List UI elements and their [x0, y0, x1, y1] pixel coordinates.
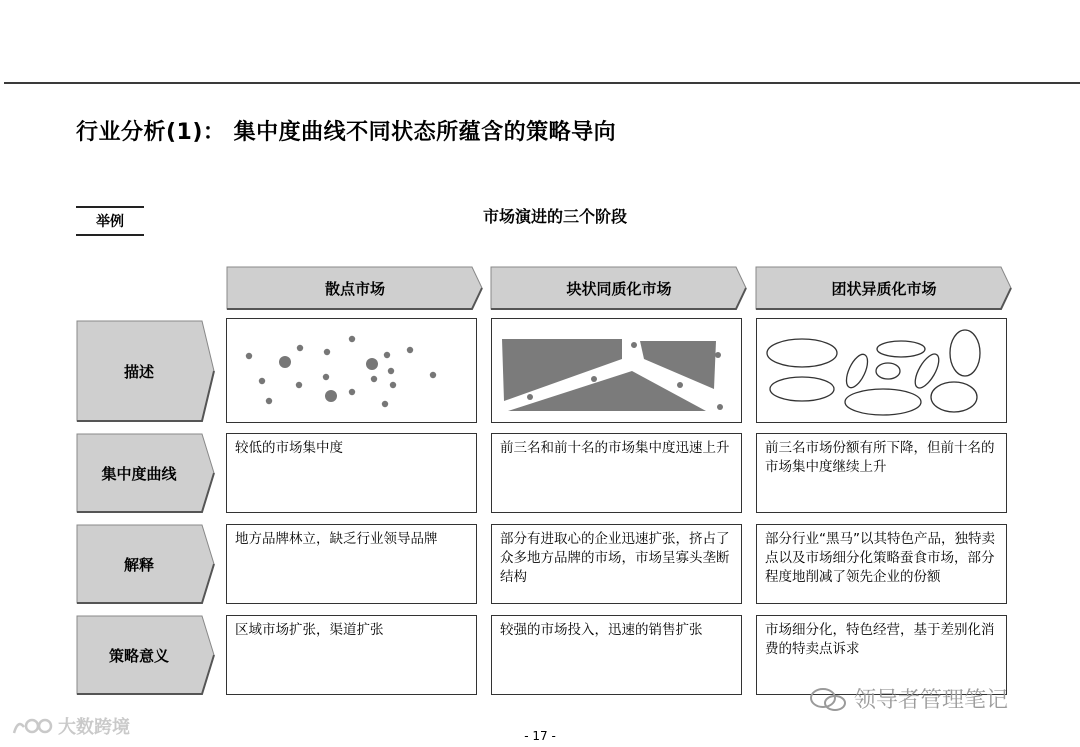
ovals-illustration [757, 319, 1005, 421]
watermark-right [808, 683, 1008, 714]
page-title: 行业分析(1)： 集中度曲线不同状态所蕴含的策略导向 [76, 120, 617, 145]
row-header-strategy [76, 615, 216, 695]
row-header-label: 集中度曲线 [101, 464, 177, 483]
cell-explain-blocky: 部分有进取心的企业迅速扩张，挤占了众多地方品牌的市场，市场呈寡头垄断结构 [491, 524, 742, 604]
blocky-market-diagram [491, 318, 742, 423]
column-header-label: 散点市场 [324, 279, 385, 298]
brand-logo-icon [10, 715, 54, 737]
row-header-explanation [76, 524, 216, 604]
column-header-clustered [755, 266, 1013, 310]
clustered-market-diagram [756, 318, 1007, 423]
row-header-label: 描述 [123, 362, 154, 381]
section-subtitle: 市场演进的三个阶段 [482, 207, 627, 226]
row-header-label: 解释 [123, 555, 154, 574]
cell-strategy-scattered: 区域市场扩张，渠道扩张 [226, 615, 477, 695]
cell-strategy-blocky: 较强的市场投入，迅速的销售扩张 [491, 615, 742, 695]
cell-curve-scattered: 较低的市场集中度 [226, 433, 477, 513]
scattered-market-diagram [226, 318, 477, 423]
page-number: - 17 - [524, 729, 556, 743]
row-header-label: 策略意义 [108, 646, 169, 665]
cell-curve-blocky: 前三名和前十名的市场集中度迅速上升 [491, 433, 742, 513]
watermark-left-text: 大数跨境 [58, 717, 130, 738]
cell-strategy-clustered: 市场细分化，特色经营，基于差别化消费的特卖点诉求 [756, 615, 1007, 695]
cell-curve-clustered: 前三名市场份额有所下降，但前十名的市场集中度继续上升 [756, 433, 1007, 513]
watermark-right-text: 领导者管理笔记 [854, 688, 1009, 713]
column-header-scattered [226, 266, 484, 310]
column-header-label: 块状同质化市场 [566, 279, 672, 298]
wechat-icon [808, 685, 848, 713]
top-rule [4, 82, 1080, 84]
column-header-blocky [490, 266, 748, 310]
column-header-label: 团状异质化市场 [831, 279, 937, 298]
cell-explain-clustered: 部分行业“黑马”以其特色产品，独特卖点以及市场细分化策略蚕食市场，部分程度地削减了领先企业的份额 [756, 524, 1007, 604]
cell-explain-scattered: 地方品牌林立，缺乏行业领导品牌 [226, 524, 477, 604]
row-header-description [76, 320, 216, 422]
scattered-dots-illustration [227, 319, 475, 421]
row-header-concentration-curve [76, 433, 216, 513]
watermark-left [10, 713, 130, 739]
example-tag: 举例 [76, 206, 144, 236]
blocks-illustration [492, 319, 740, 421]
